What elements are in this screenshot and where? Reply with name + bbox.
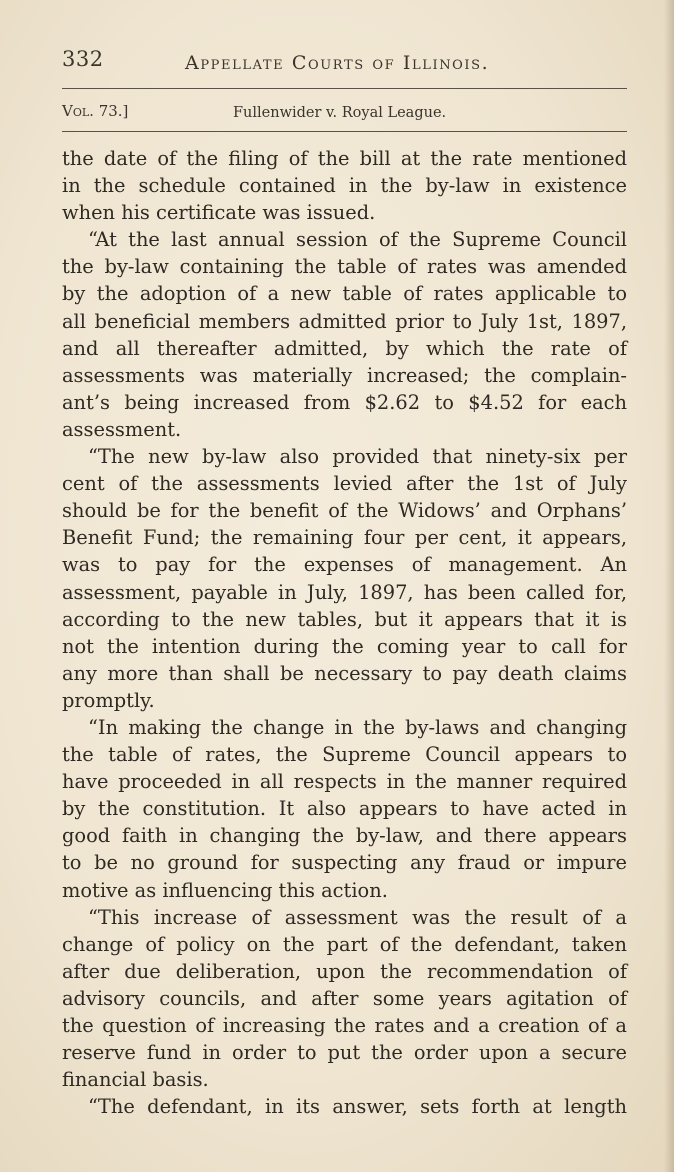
text-line: to be no ground for suspecting any fraud or impure <box>62 851 627 875</box>
text-line: reserve fund in order to put the order upon a secure <box>62 1041 627 1065</box>
text-line: motive as influencing this action. <box>62 878 388 902</box>
header-rule-top <box>62 88 627 89</box>
page-edge-shadow <box>664 0 674 1172</box>
text-line: after due deliberation, upon the recommendation of <box>62 959 627 983</box>
text-line: when his certificate was issued. <box>62 201 376 225</box>
text-line: the question of increasing the rates and a creation of a <box>62 1014 627 1037</box>
text-line: in the schedule contained in the by-law in existence <box>62 174 627 198</box>
text-line: “This increase of assessment was the result of a <box>88 905 627 929</box>
text-line: the table of rates, the Supreme Council appears to <box>62 743 627 767</box>
text-line: “In making the change in the by-laws and changing <box>88 715 627 739</box>
body-text <box>62 145 627 1120</box>
text-line: advisory councils, and after some years agitation of <box>62 986 627 1010</box>
running-head: Appellate Courts of Illinois. <box>185 52 490 74</box>
text-line: cent of the assessments levied after the 1st of July <box>62 472 627 496</box>
text-line: assessments was materially increased; the complain- <box>62 363 627 387</box>
text-line: good faith in changing the by-law, and there appears <box>62 824 627 848</box>
case-title: Fullenwider v. Royal League. <box>233 105 447 121</box>
text-line: “The new by-law also provided that ninety-six per <box>88 445 627 469</box>
text-line: have proceeded in all respects in the manner required <box>62 770 627 794</box>
text-line: assessment, payable in July, 1897, has been called for, <box>62 580 627 604</box>
text-line: was to pay for the expenses of management. An <box>62 553 627 577</box>
text-line: assessment. <box>62 417 182 441</box>
text-line: by the adoption of a new table of rates applicable to <box>62 282 627 306</box>
text-line: all beneficial members admitted prior to July 1st, 1897, <box>62 309 627 333</box>
text-line: by the constitution. It also appears to have acted in <box>62 797 627 821</box>
volume-reference: Vol. 73.] <box>62 102 129 120</box>
text-line: Benefit Fund; the remaining four per cent, it appears, <box>62 526 627 550</box>
text-line: any more than shall be necessary to pay death claims <box>62 661 627 685</box>
header-rule-bottom <box>62 131 627 132</box>
text-line: ant’s being increased from $2.62 to $4.52 for each <box>62 390 627 414</box>
text-line: according to the new tables, but it appears that it is <box>62 607 627 631</box>
text-line: the date of the filing of the bill at the rate mentioned <box>62 147 627 170</box>
text-line: not the intention during the coming year to call for <box>62 634 627 658</box>
text-line: “At the last annual session of the Supreme Council <box>88 228 627 252</box>
text-line: should be for the benefit of the Widows’ and Orphans’ <box>62 499 627 523</box>
text-line: “The defendant, in its answer, sets forth at length <box>88 1095 627 1119</box>
text-line: financial basis. <box>62 1068 209 1092</box>
text-line: change of policy on the part of the defendant, taken <box>62 932 627 956</box>
text-line: promptly. <box>62 688 155 712</box>
text-line: and all thereafter admitted, by which the rate of <box>62 336 627 360</box>
page-number: 332 <box>62 47 104 71</box>
text-line: the by-law containing the table of rates was amended <box>62 255 627 279</box>
